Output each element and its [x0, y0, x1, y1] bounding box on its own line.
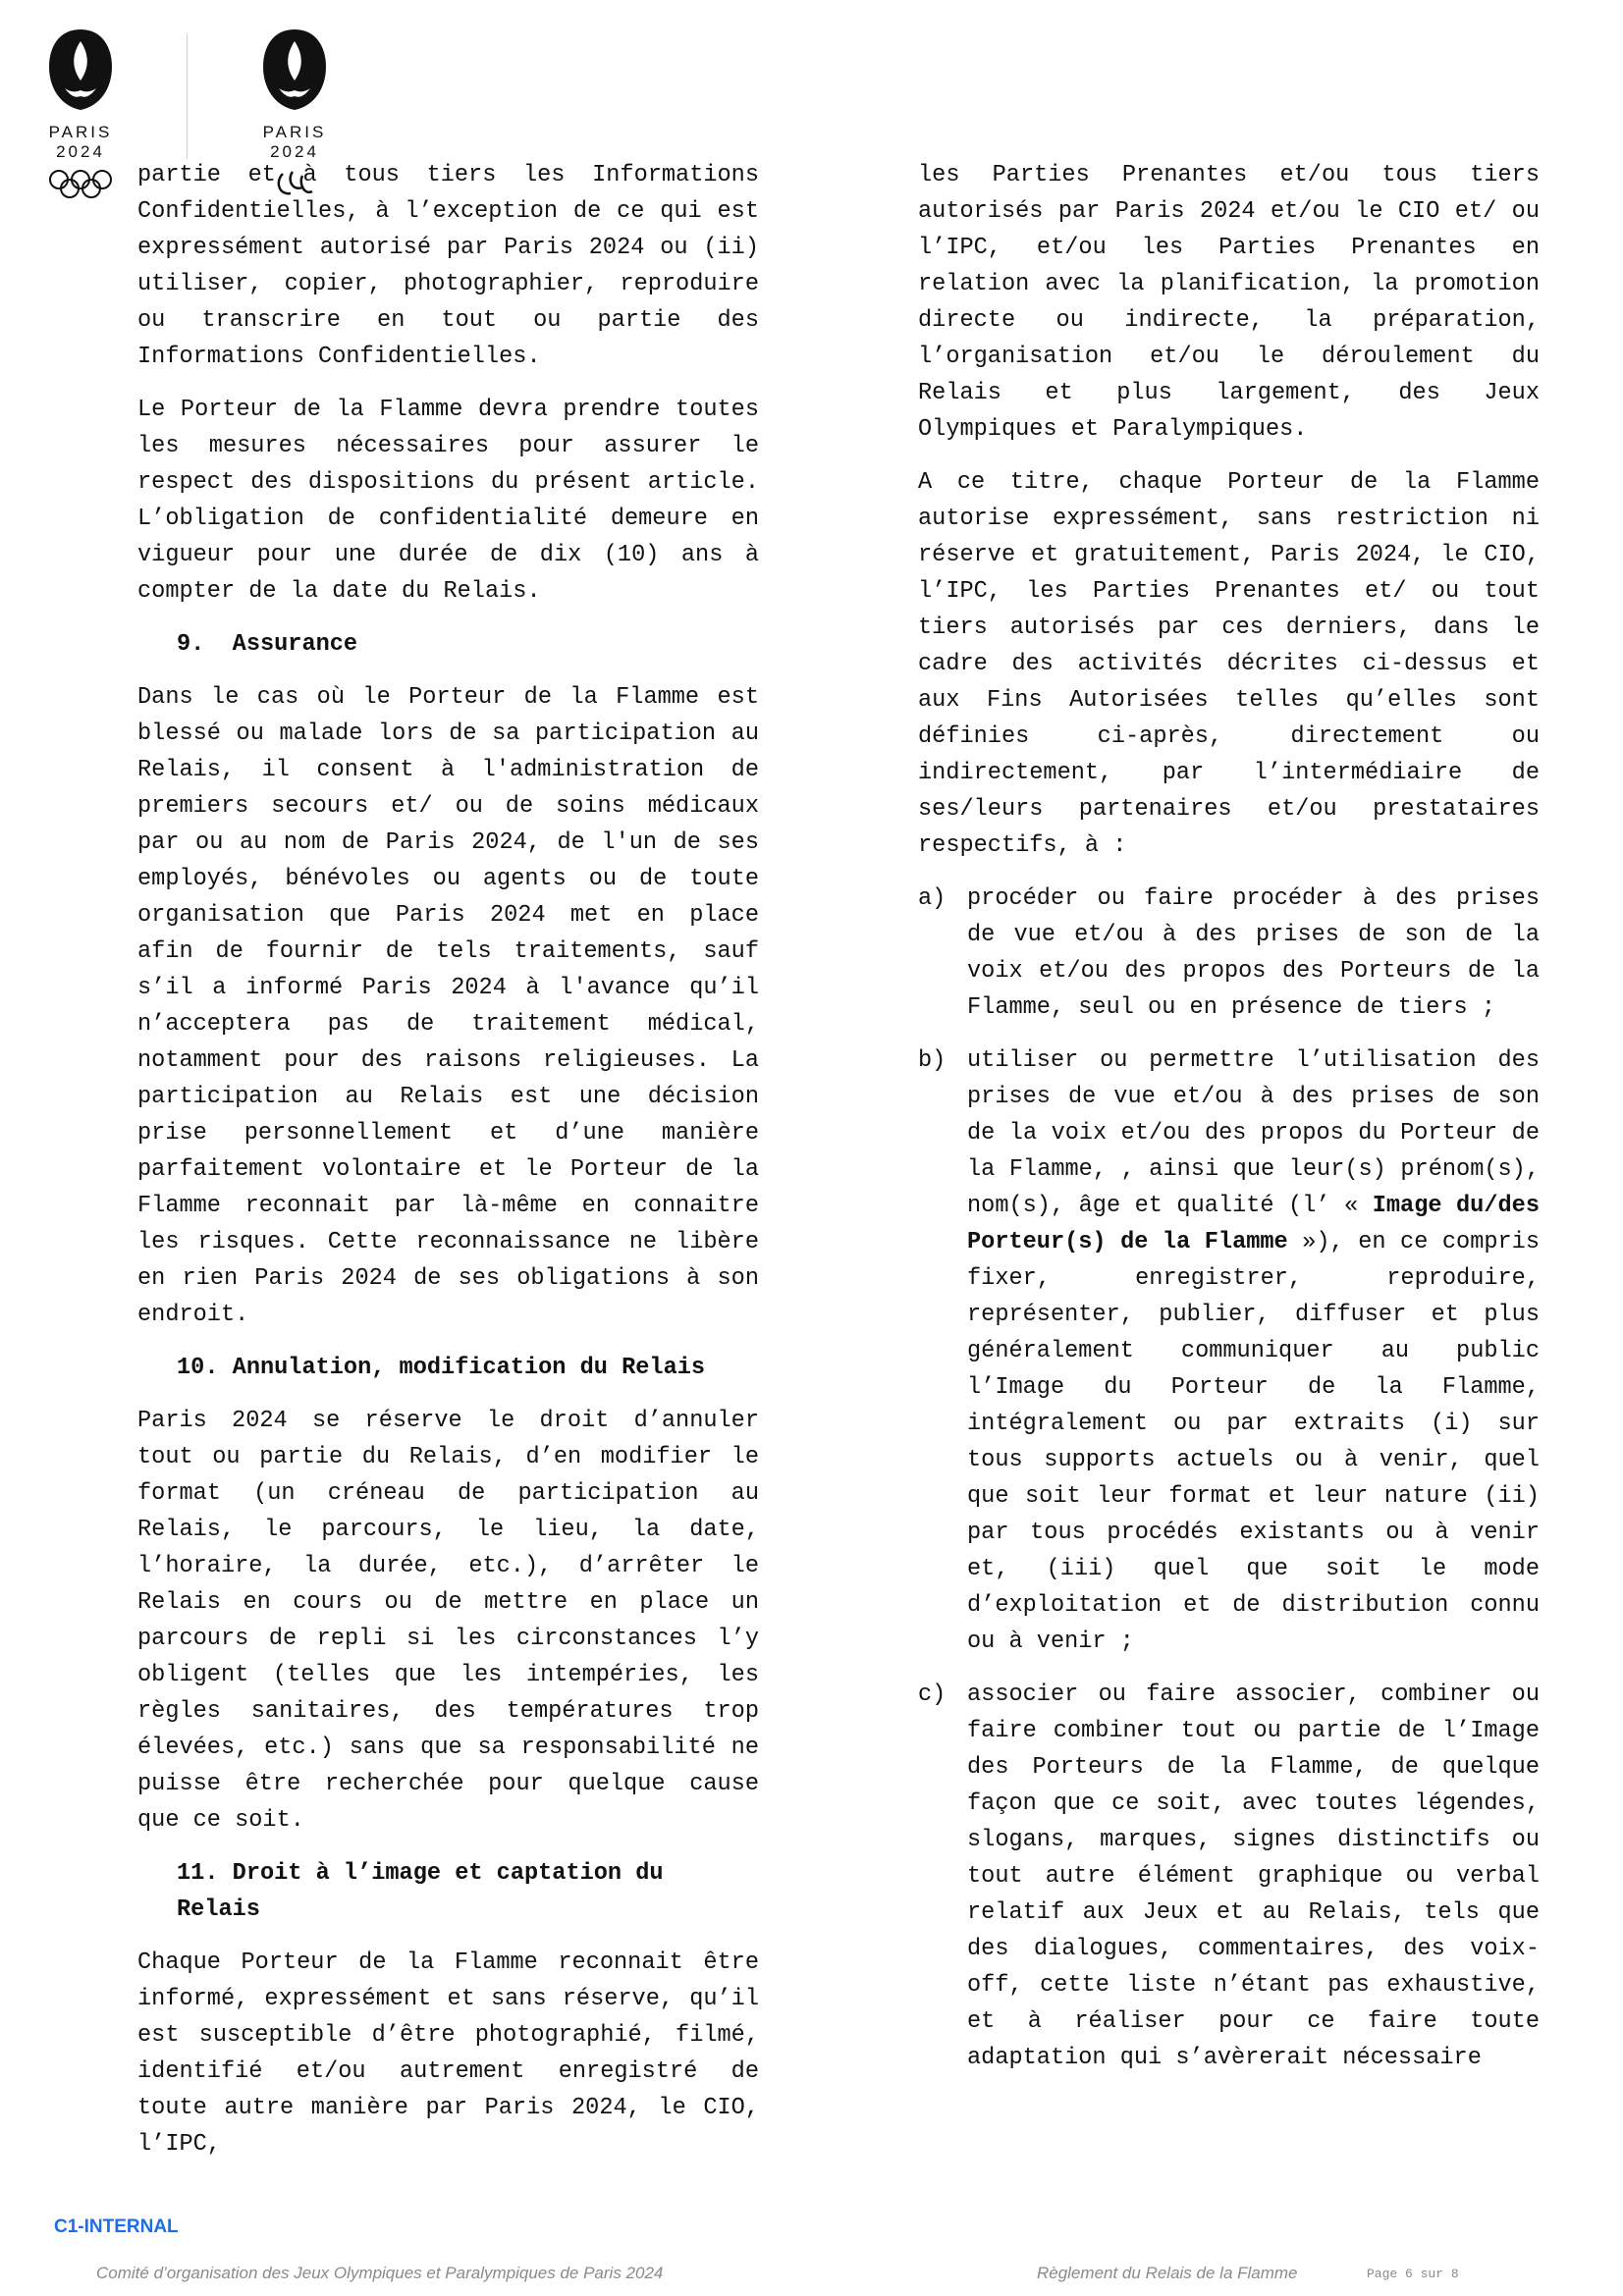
- paragraph-confidentiality-duration: Le Porteur de la Flamme devra prendre toutes les mesures nécessaires pour assurer le respect des dispositions du présent article. L’obligation de confidentialité demeure en vigueur pour une durée de dix (10) ans à compter de la date du Relais.: [137, 397, 759, 605]
- list-item-text: procéder ou faire procéder à des prises de vue et/ou à des prises de son de la voix et/ou des propos des Porteurs de la Flamme, seul ou en présence de tiers ;: [967, 885, 1540, 1021]
- list-item-text-continued: »), en ce compris fixer, enregistrer, reproduire, représenter, publier, diffuser et plus généralement communiquer au public l’Image du Porteur de la Flamme, intégralement ou par extraits (i) sur tous supports actuels ou à venir, quel que soit leur format et leur nature (ii) par tous procédés existants ou à venir et, (iii) quel que soit le mode d’exploitation et de distribution connu ou à venir ;: [967, 1229, 1540, 1655]
- flame-emblem-icon: [22, 27, 139, 118]
- footer-page-number: Page 6 sur 8: [1367, 2267, 1459, 2281]
- footer-organization: Comité d’organisation des Jeux Olympiques et Paralympiques de Paris 2024: [96, 2264, 664, 2282]
- footer-document-title: Règlement du Relais de la Flamme: [1037, 2264, 1298, 2282]
- olympic-logo-text: PARIS 2024: [48, 123, 113, 161]
- section-number: 11.: [177, 1860, 219, 1887]
- paragraph-annulation: Paris 2024 se réserve le droit d’annuler tout ou partie du Relais, d’en modifier le format (un créneau de participation au Relais, le parcours, le lieu, la date, l’horaire, la durée, etc.), d’arrêter le Relais en cours ou de mettre en place un parcours de repli si les circonstances l’y obligent (telles que les intempéries, les règles sanitaires, des températures trop élevées, etc.) sans que sa responsabilité ne puisse être recherchée pour quelque cause que ce soit.: [137, 1408, 759, 1834]
- paragraph-parties-prenantes: les Parties Prenantes et/ou tous tiers autorisés par Paris 2024 et/ou le CIO et/ ou l’IPC, et/ou les Parties Prenantes en relation avec la planification, la promotion directe ou indirecte, la préparation, l’organisation et/ou le déroulement du Relais et plus largement, des Jeux Olympiques et Paralympiques.: [918, 162, 1540, 443]
- section-number: 10.: [177, 1355, 219, 1381]
- section-heading-assurance: [137, 626, 759, 663]
- logo-divider: [187, 33, 188, 159]
- list-item-a: [918, 881, 1540, 1026]
- paragraph-confidential-info-end: partie et à tous tiers les Informations Confidentielles, à l’exception de ce qui est expressément autorisé par Paris 2024 ou (ii) utiliser, copier, photographier, reproduire ou transcrire en tout ou partie des Informations Confidentielles.: [137, 162, 759, 370]
- classification-label: C1-INTERNAL: [54, 2216, 179, 2237]
- list-item-text: utiliser ou permettre l’utilisation des prises de vue et/ou à des prises de son de la voix et/ou des propos du Porteur de la Flamme, , ainsi que leur(s) prénom(s), nom(s), âge et qualité (l’ «: [967, 1047, 1540, 1219]
- section-title: Annulation, modification du Relais: [232, 1355, 706, 1381]
- paragraph-assurance: Dans le cas où le Porteur de la Flamme est blessé ou malade lors de sa participation au Relais, il consent à l'administration de premiers secours et/ ou de soins médicaux par ou au nom de Paris 2024, de l'un de ses employés, bénévoles ou agents ou de toute organisation que Paris 2024 met en place afin de fournir de tels traitements, sauf s’il a informé Paris 2024 à l'avance qu’il n’acceptera pas de traitement médical, notamment pour des raisons religieuses. La participation au Relais est une décision prise personnellement et d’une manière parfaitement volontaire et le Porteur de la Flamme reconnait par là-même en connaitre les risques. Cette reconnaissance ne libère en rien Paris 2024 de ses obligations à son endroit.: [137, 684, 759, 1328]
- list-item-label: c): [918, 1682, 947, 1708]
- list-item-text: associer ou faire associer, combiner ou faire combiner tout ou partie de l’Image des Porteurs de la Flamme, de quelque façon que ce soit, avec toutes légendes, slogans, marques, signes distinctifs ou tout autre élément graphique ou verbal relatif aux Jeux et au Relais, tels que des dialogues, commentaires, des voix-off, cette liste n’étant pas exhaustive, et à réaliser pour ce faire toute adaptation qui s’avèrerait nécessaire: [967, 1682, 1540, 2071]
- section-title: Droit à l’image et captation du Relais: [177, 1860, 664, 1923]
- section-number: 9.: [177, 631, 205, 658]
- list-item-c: [918, 1677, 1540, 2076]
- paralympic-logo-text: PARIS 2024: [262, 123, 327, 161]
- paragraph-droit-image-start: Chaque Porteur de la Flamme reconnait être informé, expressément et sans réserve, qu’il est susceptible d’être photographié, filmé, identifié et/ou autrement enregistré de toute autre manière par Paris 2024, le CIO, l’IPC,: [137, 1949, 759, 2158]
- section-heading-droit-image: [137, 1855, 759, 1928]
- section-title: Assurance: [232, 631, 358, 658]
- left-column: [137, 157, 759, 2179]
- olympic-rings-icon: [22, 168, 139, 201]
- flame-emblem-icon: [236, 27, 353, 118]
- paris-2024-olympic-logo: [22, 27, 139, 206]
- list-item-label: a): [918, 885, 947, 912]
- defined-term-image: Image du/des Porteur(s) de la Flamme: [967, 1193, 1540, 1255]
- list-item-b: [918, 1042, 1540, 1660]
- list-item-label: b): [918, 1047, 947, 1074]
- right-column: [918, 157, 1540, 2093]
- section-heading-annulation: [137, 1350, 759, 1386]
- paragraph-autorisation: A ce titre, chaque Porteur de la Flamme autorise expressément, sans restriction ni réserve et gratuitement, Paris 2024, le CIO, l’IPC, les Parties Prenantes et/ ou tout tiers autorisés par ces derniers, dans le cadre des activités décrites ci-dessus et aux Fins Autorisées telles qu’elles sont définies ci-après, directement ou indirectement, par l’intermédiaire de ses/leurs partenaires et/ou prestataires respectifs, à :: [918, 469, 1540, 859]
